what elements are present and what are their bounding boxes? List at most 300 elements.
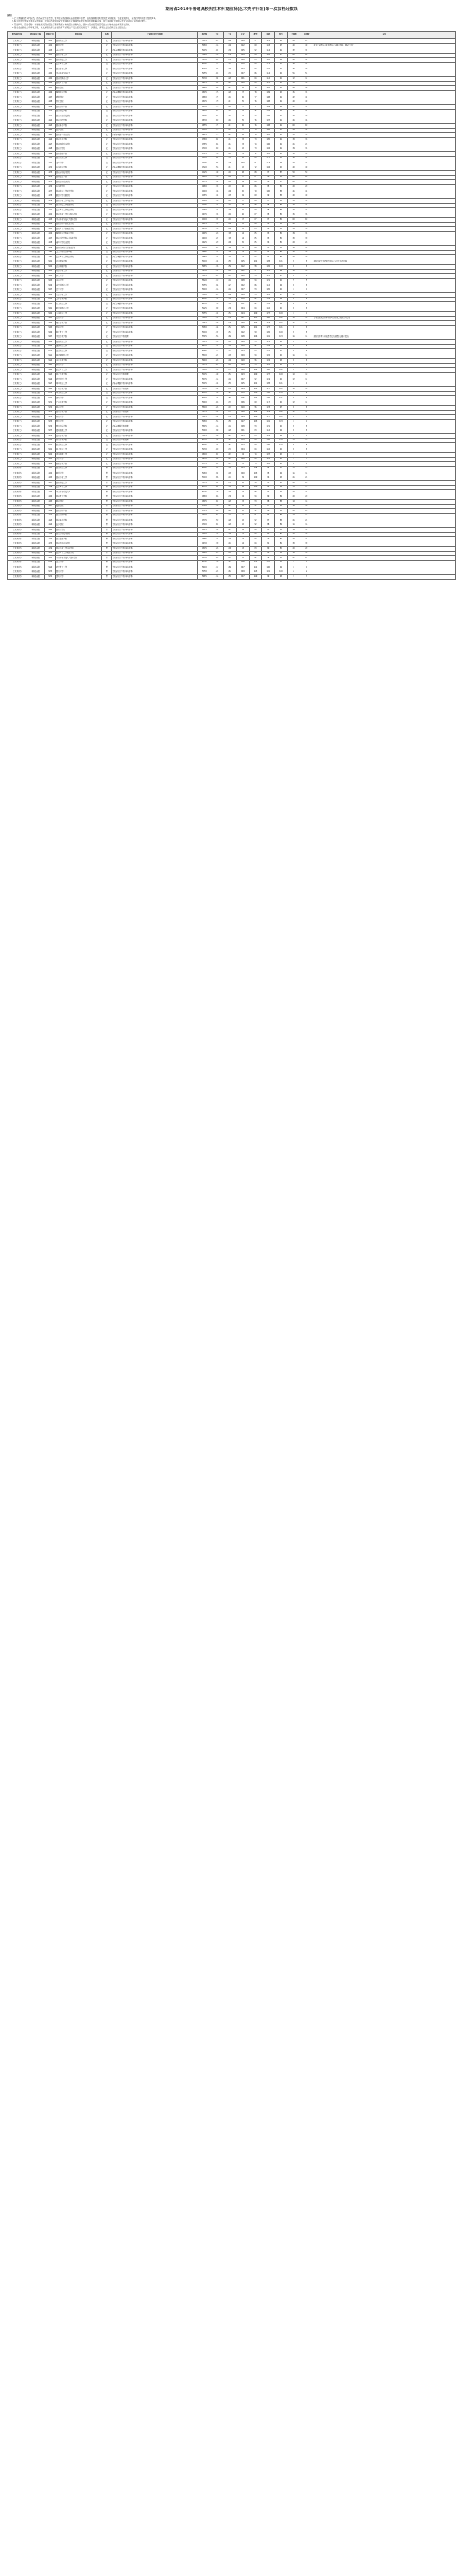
score-cell: 330 xyxy=(211,227,224,232)
score-cell: 83 xyxy=(237,250,250,255)
score-cell: 20 xyxy=(300,184,313,189)
score-cell: 40 xyxy=(300,250,313,255)
score-cell: 425 xyxy=(211,274,224,279)
score-cell: 79 xyxy=(262,537,275,542)
score-cell: 362 xyxy=(211,500,224,505)
score-cell: 112 xyxy=(237,43,250,48)
subject-cell: 文 xyxy=(102,142,111,147)
score-cell: 84 xyxy=(237,231,250,236)
school-code-cell: 1122 xyxy=(44,119,55,124)
score-cell: 421 xyxy=(211,354,224,359)
score-cell: 437 xyxy=(211,330,224,335)
score-cell: 414 xyxy=(211,377,224,382)
school-name-cell: 四川大学 xyxy=(56,419,102,424)
subject-cell: 文 xyxy=(102,137,111,142)
score-cell: 8 xyxy=(300,330,313,335)
unit-code-cell: 艺术类(理) xyxy=(8,481,27,486)
score-cell: 78 xyxy=(249,128,262,133)
unit-name-cell: 本科提前批 xyxy=(27,513,44,518)
table-body xyxy=(8,39,456,580)
score-cell: 418 xyxy=(211,340,224,345)
unit-code-cell: 艺术类(文) xyxy=(8,302,27,307)
subject-cell: 文 xyxy=(102,354,111,359)
school-code-cell: 1133 xyxy=(44,532,55,537)
unit-name-cell: 本科提前批 xyxy=(27,147,44,152)
school-code-cell: 1116 xyxy=(44,90,55,95)
school-code-cell: 1128 xyxy=(44,528,55,533)
school-code-cell: 1118 xyxy=(44,100,55,105)
school-name-cell: 湖南工程学院应用技术学院 xyxy=(56,236,102,241)
score-cell: 555.5 xyxy=(198,312,211,317)
unit-name-cell: 本科提前批 xyxy=(27,189,44,194)
subject-cell: 文 xyxy=(102,283,111,288)
unit-code-cell: 艺术类(理) xyxy=(8,570,27,575)
school-code-cell: 2114 xyxy=(44,321,55,326)
unit-name-cell: 本科提前批 xyxy=(27,90,44,95)
score-cell: 231 xyxy=(224,448,237,453)
score-cell: 110 xyxy=(262,86,275,91)
score-cell: 123 xyxy=(262,297,275,302)
unit-name-cell: 本科提前批 xyxy=(27,227,44,232)
major-type-cell: 美术与设计学类(本省统考) xyxy=(111,241,197,246)
score-cell: 538.5 xyxy=(198,274,211,279)
score-cell: 97 xyxy=(275,43,288,48)
school-code-cell: 2141 xyxy=(44,448,55,453)
score-cell: 38 xyxy=(300,227,313,232)
score-cell: 28 xyxy=(300,241,313,246)
score-cell: 25 xyxy=(300,518,313,523)
unit-name-cell: 本科提前批 xyxy=(27,260,44,265)
score-cell: 48 xyxy=(300,208,313,213)
score-cell: 95 xyxy=(275,349,288,354)
major-type-cell: 美术与设计学类(本省统考) xyxy=(111,575,197,580)
score-cell: 387 xyxy=(211,161,224,166)
major-type-cell: 美术与设计学类(本省统考) xyxy=(111,565,197,570)
score-cell: 102 xyxy=(275,316,288,321)
score-cell: 97 xyxy=(237,105,250,110)
school-code-cell: 1124 xyxy=(44,523,55,528)
unit-name-cell: 本科提前批 xyxy=(27,570,44,575)
score-cell: 25 xyxy=(287,142,300,147)
score-cell: 115 xyxy=(237,325,250,330)
score-cell: 40 xyxy=(287,100,300,105)
score-cell: 4 xyxy=(300,565,313,570)
score-cell: 101 xyxy=(275,396,288,401)
school-code-cell: 1115 xyxy=(44,86,55,91)
unit-code-cell: 艺术类(文) xyxy=(8,424,27,429)
major-type-cell: 美术与设计学类(本省统考) xyxy=(111,152,197,157)
score-cell: 91 xyxy=(275,137,288,142)
score-cell: 244 xyxy=(224,278,237,283)
score-cell: 106 xyxy=(262,142,275,147)
unit-name-cell: 本科提前批 xyxy=(27,156,44,161)
score-cell: 240 xyxy=(224,485,237,490)
unit-name-cell: 本科提前批 xyxy=(27,565,44,570)
unit-code-cell: 艺术类(文) xyxy=(8,246,27,251)
school-name-cell: 四川音乐学院 xyxy=(56,424,102,429)
score-cell: 329 xyxy=(211,241,224,246)
score-cell: 35 xyxy=(287,90,300,95)
score-cell: 526.5 xyxy=(198,349,211,354)
major-type-cell: 美术与设计学类(本省统考) xyxy=(111,269,197,274)
page-title: 湖南省2019年普通高校招生本科提前批(艺术类平行组)第一次投档分数线 xyxy=(165,7,298,12)
score-cell: 213 xyxy=(224,462,237,467)
score-cell: 8 xyxy=(300,349,313,354)
unit-code-cell: 艺术类(文) xyxy=(8,387,27,392)
subject-cell: 文 xyxy=(102,401,111,406)
score-cell: 96 xyxy=(275,448,288,453)
score-cell: 251 xyxy=(224,330,237,335)
score-cell: 215 xyxy=(224,453,237,458)
unit-name-cell: 本科提前批 xyxy=(27,401,44,406)
major-type-cell: 音乐与舞蹈学类(本省统考) xyxy=(111,48,197,54)
school-code-cell: 1117 xyxy=(44,504,55,509)
score-cell: 209 xyxy=(224,551,237,556)
score-cell: 241 xyxy=(224,476,237,481)
school-code-cell: 1149 xyxy=(44,246,55,251)
unit-name-cell: 本科提前批 xyxy=(27,363,44,368)
score-cell: 100 xyxy=(275,570,288,575)
score-cell: 131 xyxy=(262,419,275,424)
score-cell: 456 xyxy=(211,335,224,340)
score-cell: 218 xyxy=(224,95,237,100)
score-cell: 99 xyxy=(249,443,262,448)
score-cell: 87 xyxy=(262,513,275,518)
score-cell: 89 xyxy=(237,528,250,533)
score-cell: 255 xyxy=(224,382,237,387)
score-cell: 107 xyxy=(262,453,275,458)
score-cell: 66 xyxy=(249,222,262,227)
score-cell: 486.0 xyxy=(198,495,211,500)
school-name-cell: 湖南涉外经济学院 xyxy=(56,180,102,185)
score-cell: 208 xyxy=(224,547,237,552)
score-cell: 107 xyxy=(262,119,275,124)
score-cell: 24 xyxy=(287,537,300,542)
score-cell: 66 xyxy=(249,184,262,189)
school-code-cell: 1132 xyxy=(44,166,55,171)
score-cell: 423 xyxy=(211,570,224,575)
school-name-cell: 武汉理工大学 xyxy=(56,368,102,373)
unit-code-cell: 艺术类(文) xyxy=(8,199,27,204)
score-cell: 15 xyxy=(287,354,300,359)
school-code-cell: 1130 xyxy=(44,156,55,161)
unit-code-cell: 艺术类(理) xyxy=(8,528,27,533)
score-cell: 92 xyxy=(275,457,288,462)
score-cell: 109 xyxy=(237,570,250,575)
school-code-cell: 1139 xyxy=(44,547,55,552)
score-cell: 545.0 xyxy=(198,269,211,274)
school-name-cell: 湖南财政经济学院 xyxy=(56,142,102,147)
score-cell: 333 xyxy=(211,184,224,189)
school-code-cell: 1138 xyxy=(44,194,55,199)
score-cell: 93 xyxy=(262,481,275,486)
unit-name-cell: 本科提前批 xyxy=(27,523,44,528)
score-cell: 12 xyxy=(300,410,313,415)
major-type-cell: 美术与设计学类(本省统考) xyxy=(111,246,197,251)
unit-name-cell: 本科提前批 xyxy=(27,424,44,429)
school-name-cell: 湘南学院 xyxy=(56,86,102,91)
score-cell: 336 xyxy=(211,175,224,180)
header-cell: 投档单位名称 xyxy=(27,32,44,39)
unit-code-cell: 艺术类(文) xyxy=(8,133,27,138)
unit-code-cell: 艺术类(文) xyxy=(8,349,27,354)
score-cell: 546.5 xyxy=(198,575,211,580)
score-cell: 94 xyxy=(262,222,275,227)
score-cell: 8 xyxy=(300,368,313,373)
score-cell: 119 xyxy=(262,377,275,382)
score-cell: 102 xyxy=(275,368,288,373)
unit-name-cell: 本科提前批 xyxy=(27,231,44,236)
school-name-cell: 南华大学船山学院 xyxy=(56,241,102,246)
unit-code-cell: 艺术类(文) xyxy=(8,227,27,232)
score-cell: 77 xyxy=(249,105,262,110)
score-cell: 110 xyxy=(237,406,250,411)
score-cell: 394 xyxy=(211,283,224,288)
score-cell: 483.0 xyxy=(198,119,211,124)
score-cell: 76 xyxy=(249,124,262,129)
score-cell: 92 xyxy=(249,349,262,354)
score-cell: 88 xyxy=(275,194,288,199)
score-cell: 30 xyxy=(287,236,300,241)
school-name-cell: 湖南警察学院 xyxy=(56,152,102,157)
subject-cell: 文 xyxy=(102,265,111,270)
score-cell: 126 xyxy=(262,330,275,335)
major-type-cell: 美术与设计学类(本省统考) xyxy=(111,453,197,458)
school-code-cell: 1148 xyxy=(44,241,55,246)
unit-code-cell: 艺术类(文) xyxy=(8,406,27,411)
score-cell: 80 xyxy=(249,156,262,161)
score-cell: 20 xyxy=(287,509,300,514)
score-cell: 81 xyxy=(275,532,288,537)
unit-name-cell: 本科提前批 xyxy=(27,58,44,63)
unit-code-cell: 艺术类(文) xyxy=(8,161,27,166)
score-cell: 568.0 xyxy=(198,419,211,424)
score-cell: 94 xyxy=(275,58,288,63)
score-cell: 110 xyxy=(237,297,250,302)
score-cell: 107 xyxy=(237,575,250,580)
score-cell: 93 xyxy=(262,485,275,490)
score-cell: 436 xyxy=(211,265,224,270)
unit-code-cell: 艺术类(理) xyxy=(8,490,27,495)
score-cell: 10 xyxy=(287,269,300,274)
score-cell: 4 xyxy=(287,419,300,424)
score-cell: 8 xyxy=(300,297,313,302)
score-cell: 370 xyxy=(211,100,224,105)
school-name-cell: 辽宁大学 xyxy=(56,288,102,293)
score-cell: 402 xyxy=(211,48,224,54)
score-cell: 439 xyxy=(211,391,224,396)
score-cell: 552.5 xyxy=(198,560,211,565)
score-cell: 100 xyxy=(275,438,288,443)
score-cell: 392 xyxy=(211,77,224,82)
major-type-cell: 美术与设计学类(本省统考) xyxy=(111,307,197,312)
unit-code-cell: 艺术类(文) xyxy=(8,236,27,241)
school-code-cell: 1126 xyxy=(44,137,55,142)
score-cell: 475.5 xyxy=(198,462,211,467)
unit-name-cell: 本科提前批 xyxy=(27,448,44,453)
score-cell: 101 xyxy=(262,570,275,575)
score-cell: 121 xyxy=(262,424,275,429)
school-name-cell: 湖南理工学院南湖学院 xyxy=(56,227,102,232)
school-code-cell: 2140 xyxy=(44,443,55,448)
score-cell: 440.0 xyxy=(198,236,211,241)
score-cell: 118 xyxy=(237,335,250,340)
note-cell: 按院校校考专业成绩及文化成绩综合排序投档 xyxy=(313,335,456,340)
unit-code-cell: 艺术类(文) xyxy=(8,189,27,194)
major-type-cell: 美术与设计学类(本省统考) xyxy=(111,105,197,110)
score-cell: 93 xyxy=(237,142,250,147)
school-name-cell: 安徽师范大学 xyxy=(56,340,102,345)
score-cell: 571.5 xyxy=(198,335,211,340)
school-code-cell: 1141 xyxy=(44,208,55,213)
score-cell: 412 xyxy=(211,62,224,67)
school-name-cell: 江南大学 xyxy=(56,560,102,565)
subject-cell: 文 xyxy=(102,255,111,260)
subject-cell: 文 xyxy=(102,359,111,364)
major-type-cell: 美术与设计学类(本省统考) xyxy=(111,222,197,227)
school-name-cell: 长沙理工大学城南学院 xyxy=(56,255,102,260)
score-cell: 44 xyxy=(300,128,313,133)
school-code-cell: 2124 xyxy=(44,565,55,570)
score-cell: 2 xyxy=(287,570,300,575)
score-cell: 98 xyxy=(249,490,262,495)
score-cell: 80 xyxy=(275,537,288,542)
school-code-cell: 2116 xyxy=(44,330,55,335)
score-cell: 532.0 xyxy=(198,278,211,283)
score-cell: 203 xyxy=(224,171,237,176)
subject-cell: 文 xyxy=(102,241,111,246)
score-cell: 76 xyxy=(249,119,262,124)
unit-name-cell: 本科提前批 xyxy=(27,208,44,213)
score-cell: 92 xyxy=(275,453,288,458)
score-cell: 100 xyxy=(249,476,262,481)
score-cell: 230 xyxy=(224,495,237,500)
score-cell: 84 xyxy=(249,77,262,82)
school-name-cell: 四川大学 xyxy=(56,570,102,575)
score-cell: 450.0 xyxy=(198,218,211,223)
score-cell: 200 xyxy=(224,241,237,246)
score-cell: 399 xyxy=(211,307,224,312)
score-cell: 208 xyxy=(224,537,237,542)
school-code-cell: 2123 xyxy=(44,363,55,368)
unit-code-cell: 艺术类(文) xyxy=(8,72,27,77)
unit-name-cell: 本科提前批 xyxy=(27,77,44,82)
school-code-cell: 1119 xyxy=(44,509,55,514)
unit-code-cell: 艺术类(文) xyxy=(8,100,27,105)
score-cell: 110 xyxy=(237,359,250,364)
school-name-cell: 湖南科技学院 xyxy=(56,109,102,114)
score-cell: 92 xyxy=(249,509,262,514)
score-cell: 428 xyxy=(211,359,224,364)
unit-name-cell: 本科提前批 xyxy=(27,114,44,119)
score-cell: 127 xyxy=(262,415,275,420)
score-cell: 513.0 xyxy=(198,448,211,453)
score-cell: 107 xyxy=(237,377,250,382)
subject-cell: 理 xyxy=(102,542,111,547)
score-cell: 245 xyxy=(224,354,237,359)
score-cell: 67 xyxy=(249,218,262,223)
score-cell: 104 xyxy=(237,448,250,453)
unit-name-cell: 本科提前批 xyxy=(27,476,44,481)
score-cell: 113 xyxy=(262,161,275,166)
score-cell: 88 xyxy=(275,509,288,514)
score-cell: 91 xyxy=(237,152,250,157)
score-cell: 92 xyxy=(275,90,288,95)
score-cell: 111 xyxy=(237,302,250,307)
score-cell: 232 xyxy=(224,58,237,63)
score-cell: 94 xyxy=(275,434,288,439)
score-cell: 46 xyxy=(300,119,313,124)
school-code-cell: 2130 xyxy=(44,396,55,401)
score-cell: 86 xyxy=(275,528,288,533)
score-cell: 79 xyxy=(262,556,275,561)
school-code-cell: 2121 xyxy=(44,354,55,359)
score-cell: 233 xyxy=(224,62,237,67)
unit-name-cell: 本科提前批 xyxy=(27,199,44,204)
unit-name-cell: 本科提前批 xyxy=(27,86,44,91)
score-cell: 117 xyxy=(237,316,250,321)
score-cell: 30 xyxy=(287,67,300,72)
header-cell: 科类 xyxy=(102,32,111,39)
score-cell: 368 xyxy=(211,109,224,114)
header-cell: 专业类别及计划说明 xyxy=(111,32,197,39)
score-cell: 489.5 xyxy=(198,90,211,95)
unit-code-cell: 艺术类(理) xyxy=(8,471,27,476)
score-cell: 199 xyxy=(224,231,237,236)
score-cell: 91 xyxy=(275,142,288,147)
score-cell: 440 xyxy=(211,372,224,377)
score-cell: 403 xyxy=(211,72,224,77)
school-name-cell: 湖南工学院 xyxy=(56,147,102,152)
score-cell: 122 xyxy=(262,354,275,359)
score-cell: 80 xyxy=(262,547,275,552)
score-cell: 6 xyxy=(287,429,300,434)
score-cell: 259 xyxy=(224,419,237,424)
unit-code-cell: 艺术类(文) xyxy=(8,43,27,48)
school-name-cell: 湖南工业大学科技学院 xyxy=(56,199,102,204)
score-cell: 93 xyxy=(237,500,250,505)
score-cell: 55 xyxy=(300,199,313,204)
score-cell: 361 xyxy=(211,523,224,528)
subject-cell: 文 xyxy=(102,302,111,307)
score-cell: 100 xyxy=(249,485,262,490)
score-cell: 432 xyxy=(211,269,224,274)
score-cell: 93 xyxy=(275,485,288,490)
score-cell: 206 xyxy=(224,189,237,194)
school-name-cell: 长沙理工大学 xyxy=(56,62,102,67)
score-cell: 90 xyxy=(249,62,262,67)
unit-name-cell: 本科提前批 xyxy=(27,415,44,420)
score-table xyxy=(7,31,456,580)
score-cell: 128 xyxy=(262,260,275,265)
score-cell: 107 xyxy=(237,349,250,354)
score-cell: 81 xyxy=(275,542,288,547)
unit-code-cell: 艺术类(理) xyxy=(8,565,27,570)
school-code-cell: 1134 xyxy=(44,537,55,542)
subject-cell: 文 xyxy=(102,77,111,82)
score-cell: 410 xyxy=(211,53,224,58)
school-name-cell: 湖北美术学院 xyxy=(56,372,102,377)
score-cell: 10 xyxy=(287,438,300,443)
score-cell: 445 xyxy=(211,382,224,387)
score-cell: 101 xyxy=(249,260,262,265)
unit-code-cell: 艺术类(文) xyxy=(8,86,27,91)
score-cell: 82 xyxy=(249,556,262,561)
subject-cell: 理 xyxy=(102,560,111,565)
score-cell: 236 xyxy=(224,53,237,58)
score-cell: 116 xyxy=(237,410,250,415)
score-cell: 6 xyxy=(300,415,313,420)
